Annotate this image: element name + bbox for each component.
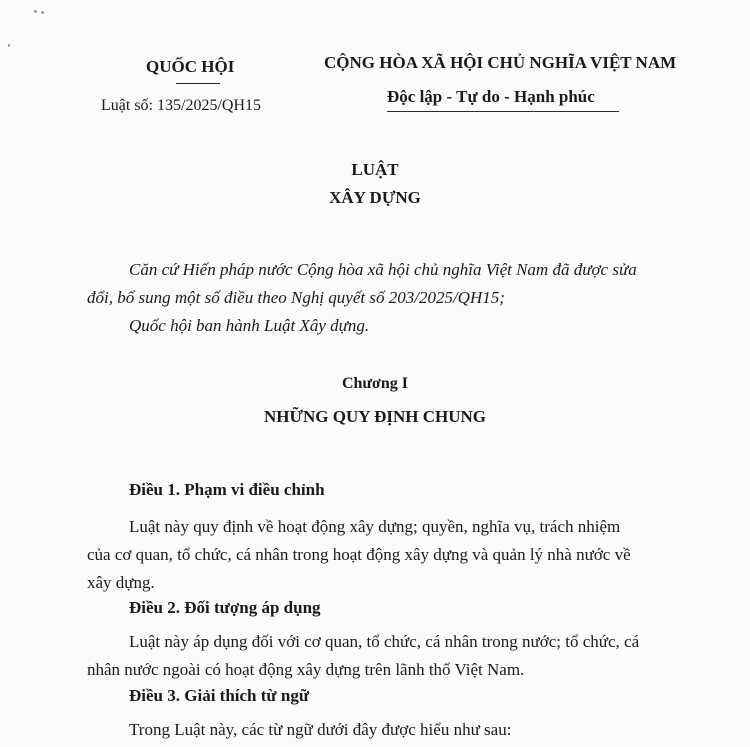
article-heading: Điều 1. Phạm vi điều chỉnh	[129, 480, 325, 499]
article-heading: Điều 3. Giải thích từ ngữ	[129, 686, 310, 705]
scan-speck	[41, 11, 44, 14]
article-heading: Điều 2. Đối tượng áp dụng	[129, 598, 321, 617]
chapter-number: Chương I	[341, 375, 409, 392]
article-line: Luật này quy định về hoạt động xây dựng; quyền, nghĩa vụ, trách nhiệm	[129, 517, 621, 536]
nation-name: CỘNG HÒA XÃ HỘI CHỦ NGHĨA VIỆT NAM	[324, 53, 677, 72]
article-line: của cơ quan, tổ chức, cá nhân trong hoạt động xây dựng và quản lý nhà nước về	[87, 545, 631, 564]
chapter-title: NHỮNG QUY ĐỊNH CHUNG	[263, 407, 487, 426]
law-number: Luật số: 135/2025/QH15	[101, 97, 261, 114]
preamble-line: đổi, bổ sung một số điều theo Nghị quyết số 203/2025/QH15;	[87, 288, 505, 307]
article-line: Luật này áp dụng đối với cơ quan, tổ chức, cá nhân trong nước; tổ chức, cá	[129, 632, 640, 651]
article-line: xây dựng.	[87, 573, 155, 592]
article-line: nhân nước ngoài có hoạt động xây dựng trên lãnh thổ Việt Nam.	[87, 660, 525, 679]
preamble-line: Căn cứ Hiến pháp nước Cộng hòa xã hội chủ nghĩa Việt Nam đã được sửa	[129, 260, 637, 279]
scan-speck	[34, 10, 37, 13]
issuer-underline	[176, 83, 220, 84]
scan-speck	[8, 44, 10, 47]
motto-underline	[387, 111, 619, 112]
preamble-line: Quốc hội ban hành Luật Xây dựng.	[129, 316, 370, 335]
document-type: LUẬT	[351, 160, 399, 179]
national-motto: Độc lập - Tự do - Hạnh phúc	[387, 87, 595, 106]
document-title: XÂY DỰNG	[329, 188, 421, 207]
issuer: QUỐC HỘI	[146, 57, 235, 76]
article-line: Trong Luật này, các từ ngữ dưới đây được hiểu như sau:	[129, 720, 512, 739]
